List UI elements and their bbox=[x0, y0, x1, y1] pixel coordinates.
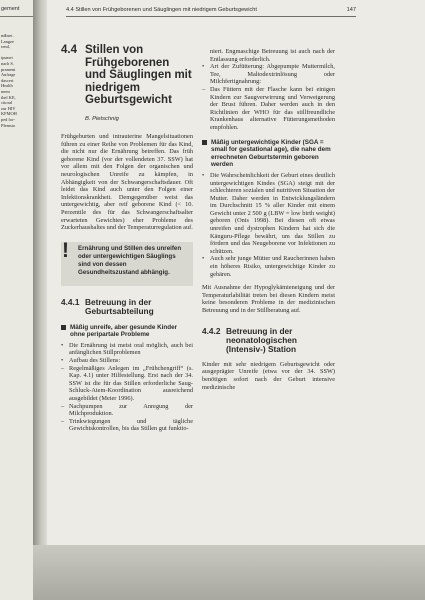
subheading-text: Mäßig unreife, aber gesunde Kinder ohne peripartale Probleme bbox=[70, 323, 178, 339]
list-item bbox=[202, 86, 335, 132]
left-page-rule bbox=[0, 16, 33, 17]
list-item-text: Regelmäßiges Anlegen im „Frühchengriff“ (s. Kap. 4.1) unter Hilfestellung. Erst nach der 34. SSW ist die für das Stillen erforderliche Saug-Schluck-Atem-Koordination ausreichend ausgebildet (Meier 1996). bbox=[69, 364, 193, 402]
callout-text: Ernährung und Stillen des unreifen oder untergewichtigen Säuglings sind von dessen Gesundheitszustand abhängig. bbox=[78, 244, 182, 276]
list-item bbox=[202, 172, 335, 256]
left-page-line: ped for- bbox=[1, 116, 15, 122]
list-item bbox=[61, 403, 193, 418]
left-page-line: Langze bbox=[1, 38, 14, 44]
left-page-line: nach S. bbox=[1, 60, 14, 66]
care-list bbox=[61, 342, 193, 433]
subheading-text: Mäßig untergewichtige Kinder (SGA = small for gestational age), die nahe dem errechneten Geburtstermin geboren werden bbox=[211, 138, 331, 169]
subsection-title: Betreuung in der Geburtsabteilung bbox=[85, 296, 154, 317]
list-item bbox=[61, 357, 193, 365]
list-item-text: Art der Zufütterung: Abgepumpte Muttermilch, Tee, Maltodextrinlösung oder Milchfertignahrung: bbox=[210, 63, 335, 86]
list-item-text: Auch sehr junge Mütter und Raucherinnen haben ein höheres Risiko, untergewichtige Kinder zu gebären. bbox=[210, 255, 335, 278]
section-title: Stillen von Frühgeborenen und Säuglingen mit niedrigem Geburtsgewicht bbox=[85, 44, 192, 106]
running-head-title: 4.4 Stillen von Frühgeborenen und Säuglingen mit niedrigem Geburtsgewicht bbox=[66, 7, 257, 13]
subsection-heading-4-4-2 bbox=[202, 327, 335, 355]
left-page-line: Plemsio bbox=[1, 122, 16, 128]
left-page-line: zur HIV bbox=[1, 105, 16, 111]
closing-paragraph: Mit Ausnahme der Hypoglykämieneigung und der Temperaturlabilität treten bei diesen Kindern meist keine besonderen Probleme in der medizinischen Betreuung und in der Stillberatung auf. bbox=[202, 284, 335, 314]
left-page-line: KFMOH bbox=[1, 111, 17, 117]
feeding-list bbox=[202, 63, 335, 131]
list-item-text: Trinkwiegungen und tägliche Gewichtskontrollen, bis das Stillen gut funktio- bbox=[69, 417, 193, 433]
section-number: 4.4 bbox=[61, 44, 77, 56]
subsection-heading-4-4-1 bbox=[61, 298, 193, 317]
left-page-text bbox=[1, 33, 17, 128]
list-item bbox=[61, 418, 193, 433]
left-page-line: Health bbox=[1, 83, 13, 89]
page-number: 147 bbox=[346, 7, 356, 13]
list-item-text: Aufbau des Stillens: bbox=[69, 357, 121, 364]
list-item-text: Die Wahrscheinlichkeit der Geburt eines deutlich untergewichtigen Kindes (SGA) steigt mit der schlechteren sozialen und nutritiven Situation der Mutter. Daher werden in Entwicklungsländern im Durchschnitt 15 % aller Kinder mit einem Gewicht unter 2 500 g (LBW = low birth weight) geboren (Onis 1998). Bei diesen oft etwas unreifen und dystrophen Kindern hat sich die Känguru-Pflege bewährt, um das Stillen zu fördern und das Neugeborene vor Infektionen zu schützen. bbox=[210, 171, 335, 255]
left-column bbox=[61, 44, 193, 433]
bullet-marker: • bbox=[202, 63, 205, 71]
left-page-line: cttoral bbox=[1, 100, 13, 106]
list-item bbox=[61, 365, 193, 403]
book-gutter bbox=[33, 0, 47, 600]
dash-marker: – bbox=[61, 417, 65, 425]
list-item-text: Das Füttern mit der Flasche kann bei einigen Kindern zur Saugverwirrung und Verweigerung der Brust führen. Daher werden auch in den Richtlinien der WHO für das stillfreundliche Krankenhaus alternative Fütterungsmethoden empfohlen. bbox=[210, 85, 335, 131]
subsection-number: 4.4.1 bbox=[61, 296, 80, 307]
bullet-marker: • bbox=[202, 171, 205, 179]
sga-list bbox=[202, 172, 335, 278]
section-heading bbox=[61, 44, 193, 107]
dash-marker: – bbox=[61, 402, 65, 410]
left-page-running-head: gement bbox=[1, 6, 20, 12]
left-page-line: dascert bbox=[1, 77, 14, 83]
continuation-text: niert. Engmaschige Betreuung ist auch nach der Entlassung erforderlich. bbox=[210, 48, 335, 63]
exclamation-icon: ! bbox=[62, 238, 69, 262]
list-item bbox=[202, 63, 335, 86]
subsection-title: Betreuung in der neonatologischen (Intensiv-) Station bbox=[226, 325, 297, 355]
page-shadow bbox=[33, 545, 425, 600]
bullet-marker: • bbox=[61, 341, 64, 349]
running-head bbox=[66, 4, 356, 16]
running-head-rule bbox=[66, 16, 356, 17]
left-page-line: Aufrage bbox=[1, 72, 16, 78]
nicu-paragraph: Kinder mit sehr niedrigem Geburtsgewicht oder ausgeprägter Unreife (etwa vor der 34. SSW) benötigen sofort nach der Geburt intensive medizinische bbox=[202, 360, 335, 391]
square-bullet-icon bbox=[202, 140, 207, 145]
dash-marker: – bbox=[202, 85, 206, 93]
bullet-marker: • bbox=[61, 357, 64, 364]
left-page-line: ndbset . bbox=[1, 33, 15, 38]
square-bullet-icon bbox=[61, 325, 66, 330]
intro-paragraph: Frühgeburten und intrauterine Mangelsituationen führen zu einer Reihe von Problemen für das Kind, die nicht nur die Ernährung betreffen. Das früh geborene Kind (vor der vollendeten 37. SSW) hat vor allem mit den Folgen der organischen und neurologischen Unreife zu kämpfen, in Abhängigkeit von der Schwangerschaftsdauer. Oft leidet das Kind auch unter den Folgen einer Infektionskrankheit. Demgegenüber weist das untergewichtig, aber reif geborene Kind (< 10. Perzentile des für das Schwangerschaftsalter erwarteten Gewichtes) eher Probleme des Zuckerhaushaltes und der Temperaturregulation auf. bbox=[61, 133, 193, 232]
left-page-edge bbox=[0, 0, 33, 600]
left-page-line: mem bbox=[1, 88, 10, 94]
subsection-number: 4.4.2 bbox=[202, 325, 221, 336]
subheading-immature-healthy bbox=[61, 324, 193, 339]
left-page-line: thel KE, bbox=[1, 94, 16, 100]
list-item-text: Nachpumpen zur Anregung der Milchproduktion. bbox=[69, 402, 193, 418]
callout-box bbox=[61, 238, 193, 286]
left-page-line: ipsmei bbox=[1, 55, 13, 61]
subheading-sga bbox=[202, 139, 335, 169]
right-column bbox=[202, 48, 335, 391]
dash-marker: – bbox=[61, 364, 65, 372]
list-item bbox=[202, 255, 335, 278]
bullet-marker: • bbox=[202, 255, 205, 263]
list-item bbox=[61, 342, 193, 357]
left-page-line: prament bbox=[1, 66, 16, 72]
list-item-text: Die Ernährung ist meist oral möglich, auch bei anfänglichen Stillproblemen bbox=[69, 341, 193, 357]
left-page-line: rend, bbox=[1, 44, 10, 50]
book-page bbox=[47, 0, 425, 545]
author: B. Pietschnig bbox=[85, 115, 119, 122]
